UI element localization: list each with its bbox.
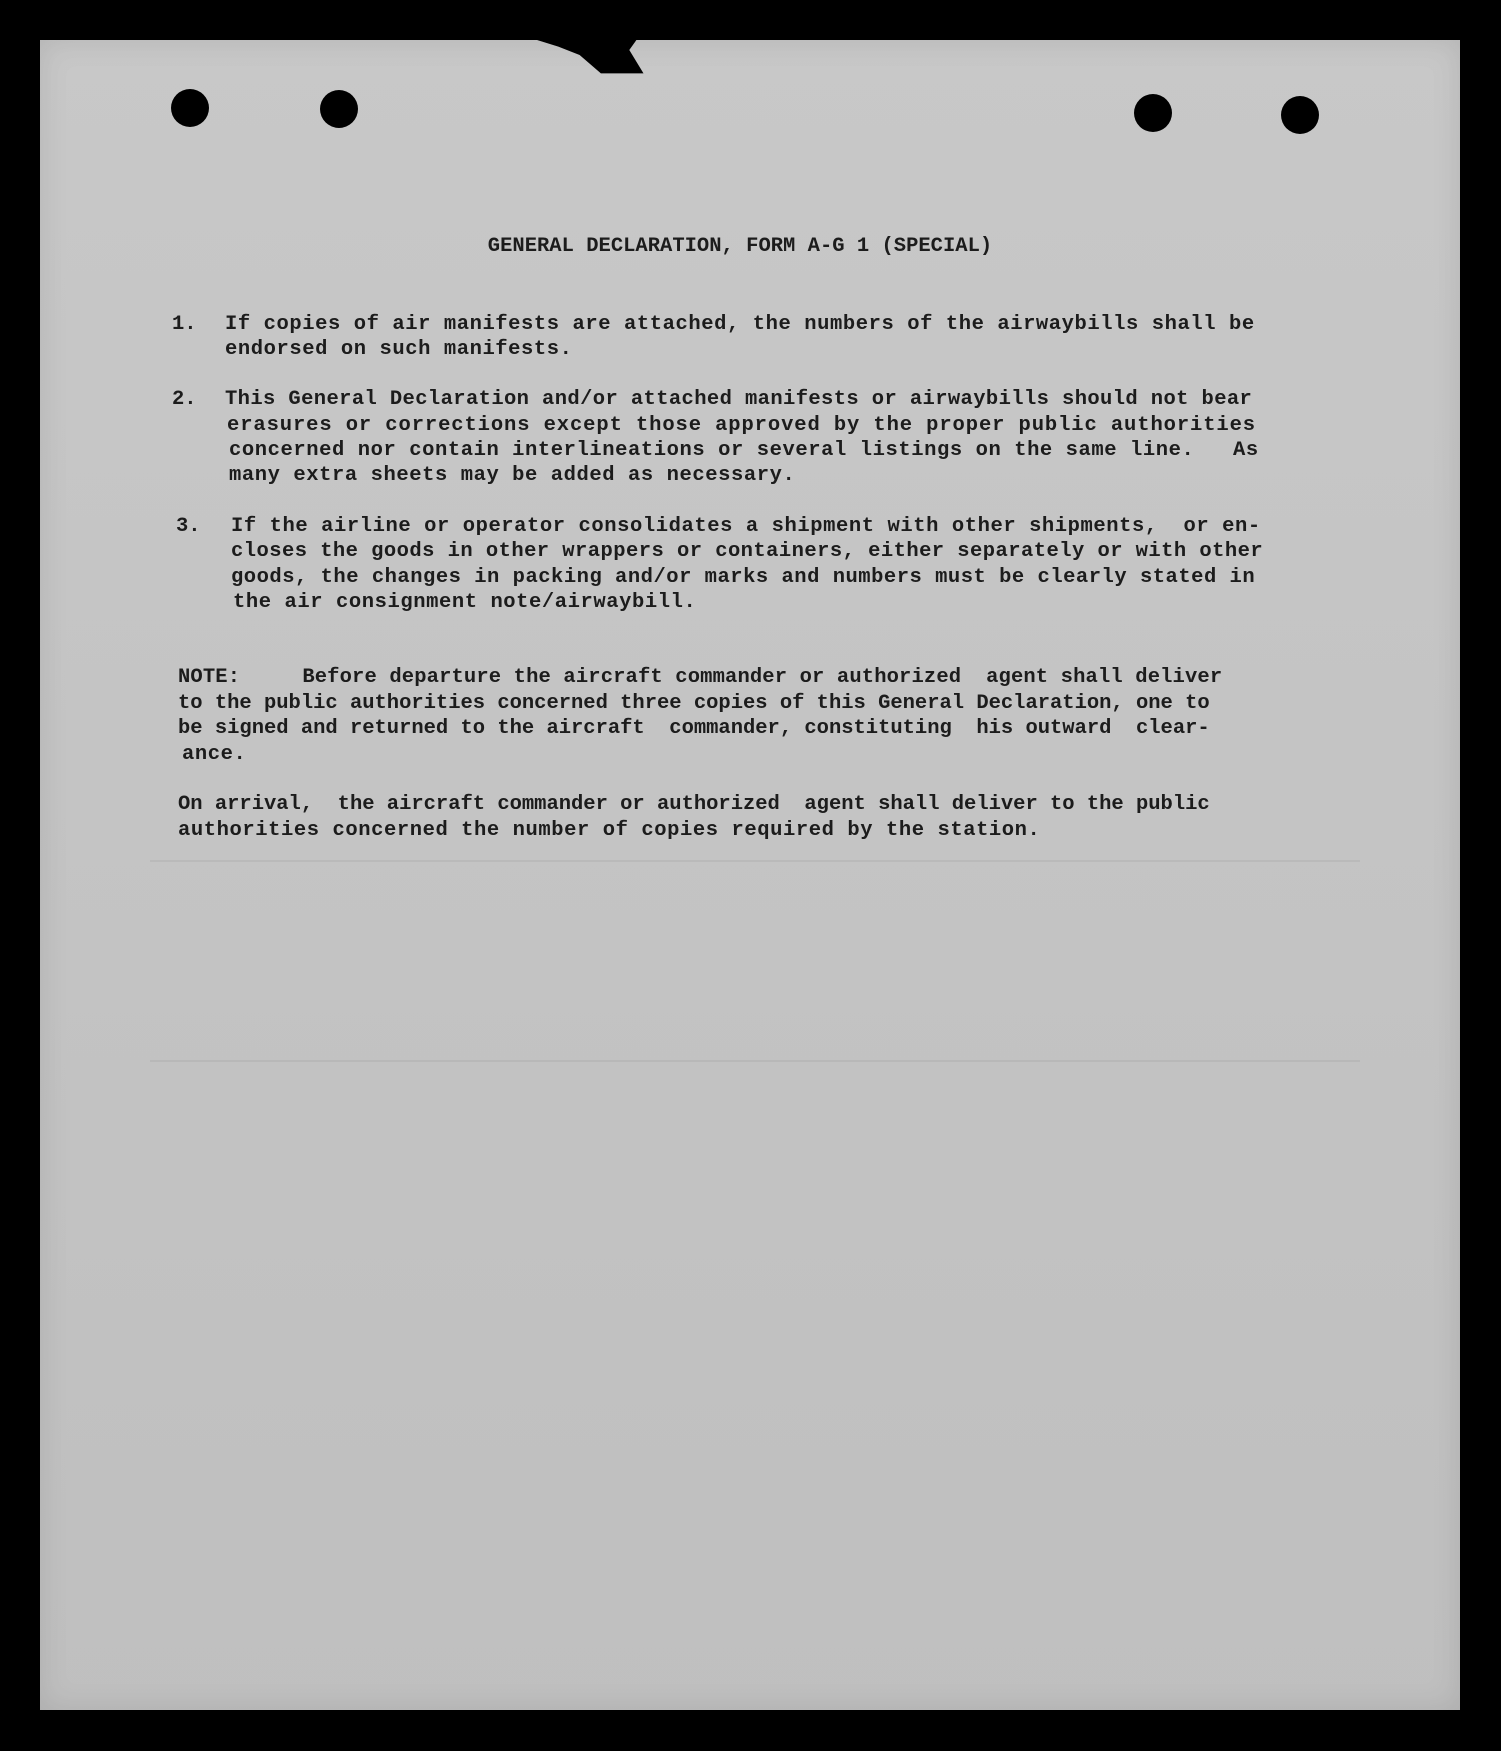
note-line: to the public authorities concerned three copies of this General Declaration, one to (178, 692, 1210, 715)
arrival-line: On arrival, the aircraft commander or authorized agent shall deliver to the public (178, 793, 1210, 816)
document-title: GENERAL DECLARATION, FORM A-G 1 (SPECIAL) (487, 235, 993, 258)
punch-hole-4 (1281, 96, 1319, 134)
punch-hole-1 (171, 89, 209, 127)
item-2-line: many extra sheets may be added as necessary. (229, 464, 796, 487)
arrival-line: authorities concerned the number of copies required by the station. (178, 819, 1041, 842)
note-line: be signed and returned to the aircraft commander, constituting his outward clear- (178, 717, 1210, 740)
note-line: ance. (182, 743, 247, 766)
item-2-number: 2. (172, 388, 197, 411)
item-1-line: If copies of air manifests are attached, the numbers of the airwaybills shall be (225, 313, 1255, 336)
show-through-rule (150, 860, 1360, 862)
item-2-line: concerned nor contain interlineations or several listings on the same line. As (229, 439, 1259, 462)
item-3-line: the air consignment note/airwaybill. (233, 591, 697, 614)
document-page (40, 40, 1460, 1710)
note-line: NOTE: Before departure the aircraft commander or authorized agent shall deliver (178, 666, 1223, 689)
item-1-line: endorsed on such manifests. (225, 338, 573, 361)
item-1-number: 1. (172, 313, 197, 336)
item-3-line: closes the goods in other wrappers or containers, either separately or with other (231, 540, 1264, 563)
item-2-line: erasures or corrections except those approved by the proper public authorities (227, 414, 1256, 437)
show-through-rule (150, 1060, 1360, 1062)
item-3-line: If the airline or operator consolidates a shipment with other shipments, or en- (231, 515, 1261, 538)
item-3-line: goods, the changes in packing and/or marks and numbers must be clearly stated in (231, 566, 1256, 589)
item-2-line: This General Declaration and/or attached manifests or airwaybills should not bear (225, 388, 1253, 411)
punch-hole-2 (320, 90, 358, 128)
punch-hole-3 (1134, 94, 1172, 132)
item-3-number: 3. (176, 515, 201, 538)
